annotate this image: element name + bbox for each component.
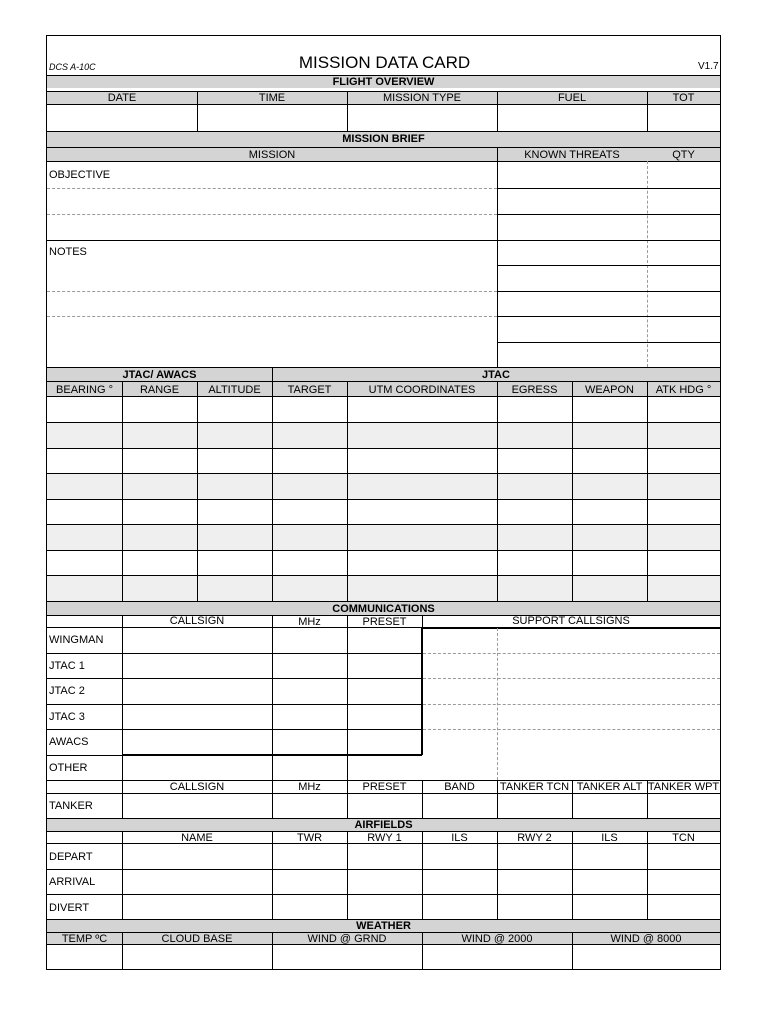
grid-line: [47, 944, 720, 945]
grid-line: [647, 831, 648, 919]
grid-line: [197, 381, 198, 601]
row-other: OTHER: [49, 762, 88, 774]
grid-line: [347, 91, 348, 132]
jtac-title: JTAC: [482, 369, 510, 381]
grid-line: [272, 381, 273, 601]
tanker-col-wpt: TANKER WPT: [647, 781, 720, 793]
grid-line: [47, 755, 122, 756]
grid-line: [572, 780, 573, 818]
flight-overview-title: FLIGHT OVERVIEW: [332, 76, 435, 88]
mission-type-field[interactable]: [347, 105, 497, 132]
notes-field[interactable]: [47, 241, 497, 367]
grid-line: [497, 831, 498, 919]
grid-line: [47, 448, 720, 449]
col-fuel: FUEL: [557, 92, 587, 104]
version-label: V1.7: [698, 61, 719, 72]
grid-line: [47, 575, 720, 576]
grid-line: [47, 678, 422, 679]
grid-line: [497, 780, 498, 818]
row-divert: DIVERT: [49, 902, 90, 914]
grid-line: [272, 932, 273, 969]
grid-line: [197, 91, 198, 132]
airfield-col-rwy1: RWY 1: [367, 832, 402, 844]
grid-line: [497, 214, 720, 215]
grid-line: [572, 381, 573, 601]
grid-line: [47, 91, 720, 92]
grid-line: [647, 381, 648, 601]
row-jtac-3: JTAC 3: [49, 711, 85, 723]
col-atk-hdg: ATK HDG °: [655, 384, 712, 396]
notes-label: NOTES: [49, 246, 87, 258]
col-bearing: BEARING °: [56, 384, 113, 396]
grid-line: [47, 214, 497, 215]
grid-line: [122, 831, 123, 919]
target-row-shade: [47, 423, 720, 448]
grid-line: [47, 932, 720, 933]
airfield-col-ils1: ILS: [451, 832, 468, 844]
objective-label: OBJECTIVE: [49, 169, 111, 181]
grid-line: [347, 615, 348, 818]
grid-line: [422, 932, 423, 969]
communications-title: COMMUNICATIONS: [332, 603, 435, 615]
grid-line: [423, 729, 720, 730]
tanker-col-mhz: MHz: [298, 781, 321, 793]
row-jtac-1: JTAC 1: [49, 660, 85, 672]
card-title: MISSION DATA CARD: [298, 53, 471, 72]
grid-line: [47, 869, 720, 870]
mission-brief-title: MISSION BRIEF: [342, 133, 425, 145]
date-field[interactable]: [47, 105, 197, 132]
grid-line: [422, 615, 423, 627]
grid-line: [497, 291, 720, 292]
grid-line: [572, 831, 573, 919]
airfield-col-twr: TWR: [296, 832, 323, 844]
grid-line: [47, 147, 720, 148]
grid-line: [423, 704, 720, 705]
grid-line: [47, 104, 720, 105]
grid-line: [423, 653, 720, 654]
grid-line: [47, 291, 497, 292]
row-awacs: AWACS: [49, 736, 89, 748]
col-callsign: CALLSIGN: [169, 615, 225, 627]
grid-line: [47, 422, 720, 423]
grid-line: [497, 188, 720, 189]
weather-title: WEATHER: [356, 920, 411, 932]
row-tanker: TANKER: [49, 800, 93, 812]
tanker-col-band: BAND: [444, 781, 475, 793]
airfield-col-name: NAME: [181, 832, 213, 844]
grid-line: [421, 627, 720, 629]
col-time: TIME: [258, 92, 286, 104]
grid-line: [423, 678, 720, 679]
grid-line: [47, 499, 720, 500]
grid-line: [497, 147, 498, 367]
target-row-shade: [47, 525, 720, 550]
grid-line: [47, 550, 720, 551]
grid-line: [422, 831, 423, 919]
airfield-col-rwy2: RWY 2: [517, 832, 552, 844]
col-mission: MISSION: [248, 149, 296, 161]
grid-line: [47, 396, 720, 397]
col-tot: TOT: [672, 92, 695, 104]
target-row-shade: [47, 576, 720, 601]
grid-line: [122, 932, 123, 969]
grid-line: [47, 729, 422, 730]
airfields-title: AIRFIELDS: [354, 819, 413, 831]
grid-line: [47, 367, 720, 368]
grid-line: [47, 704, 422, 705]
col-altitude: ALTITUDE: [208, 384, 261, 396]
grid-line: [347, 831, 348, 919]
col-known-threats: KNOWN THREATS: [524, 149, 620, 161]
mission-data-card: [46, 35, 721, 970]
aircraft-code: DCS A-10C: [49, 62, 96, 72]
grid-line: [47, 793, 720, 794]
weather-col-cloud-base: CLOUD BASE: [161, 933, 233, 945]
airfield-col-tcn: TCN: [672, 832, 695, 844]
grid-line: [647, 161, 648, 367]
grid-line: [272, 615, 273, 818]
col-target: TARGET: [287, 384, 332, 396]
grid-line: [47, 381, 720, 382]
airfield-col-ils2: ILS: [601, 832, 618, 844]
grid-line: [497, 342, 720, 343]
grid-line: [272, 367, 273, 381]
grid-line: [47, 316, 497, 317]
tanker-col-callsign: CALLSIGN: [169, 781, 225, 793]
grid-line: [572, 932, 573, 969]
row-wingman: WINGMAN: [49, 634, 104, 646]
weather-col-wind-2000: WIND @ 2000: [461, 933, 533, 945]
col-range: RANGE: [139, 384, 180, 396]
fuel-field[interactable]: [497, 105, 647, 132]
grid-line: [47, 919, 720, 920]
objective-field[interactable]: [47, 162, 497, 240]
grid-line: [347, 381, 348, 601]
row-jtac-2: JTAC 2: [49, 685, 85, 697]
grid-line: [47, 240, 497, 241]
grid-line: [122, 381, 123, 601]
grid-line: [647, 91, 648, 132]
grid-line: [47, 601, 720, 602]
col-preset: PRESET: [362, 616, 407, 628]
jtac-awacs-title: JTAC/ AWACS: [122, 369, 197, 381]
tot-field[interactable]: [647, 105, 720, 132]
grid-line: [47, 831, 720, 832]
time-field[interactable]: [197, 105, 347, 132]
grid-line: [47, 780, 720, 781]
grid-line: [122, 615, 123, 818]
grid-line: [647, 780, 648, 818]
grid-line: [47, 473, 720, 474]
col-egress: EGRESS: [511, 384, 558, 396]
row-arrival: ARRIVAL: [49, 876, 96, 888]
col-mhz: MHz: [298, 616, 321, 628]
grid-line: [497, 381, 498, 601]
grid-line: [47, 188, 497, 189]
target-row-shade: [47, 474, 720, 499]
grid-line: [47, 653, 122, 654]
col-qty: QTY: [672, 149, 695, 161]
grid-line: [497, 240, 720, 241]
grid-line: [421, 627, 423, 755]
col-mission-type: MISSION TYPE: [382, 92, 462, 104]
grid-line: [47, 524, 720, 525]
col-weapon: WEAPON: [585, 384, 634, 396]
col-date: DATE: [107, 92, 137, 104]
grid-line: [47, 818, 720, 819]
col-support-callsigns: SUPPORT CALLSIGNS: [512, 615, 630, 627]
grid-line: [47, 75, 720, 76]
grid-line: [422, 780, 423, 818]
tanker-col-tcn: TANKER TCN: [499, 781, 570, 793]
grid-line: [47, 894, 720, 895]
weather-col-wind-8000: WIND @ 8000: [610, 933, 682, 945]
tanker-col-alt: TANKER ALT: [576, 781, 643, 793]
weather-col-temp: TEMP ºC: [61, 933, 108, 945]
col-utm-coordinates: UTM COORDINATES: [368, 384, 476, 396]
grid-line: [497, 91, 498, 132]
tanker-col-preset: PRESET: [362, 781, 407, 793]
row-depart: DEPART: [49, 851, 93, 863]
grid-line: [47, 615, 720, 616]
grid-line: [47, 131, 720, 132]
grid-line: [47, 843, 720, 844]
grid-line: [47, 161, 720, 162]
weather-col-wind-grnd: WIND @ GRND: [307, 933, 387, 945]
grid-line: [497, 316, 720, 317]
grid-line: [497, 265, 720, 266]
grid-line: [272, 831, 273, 919]
